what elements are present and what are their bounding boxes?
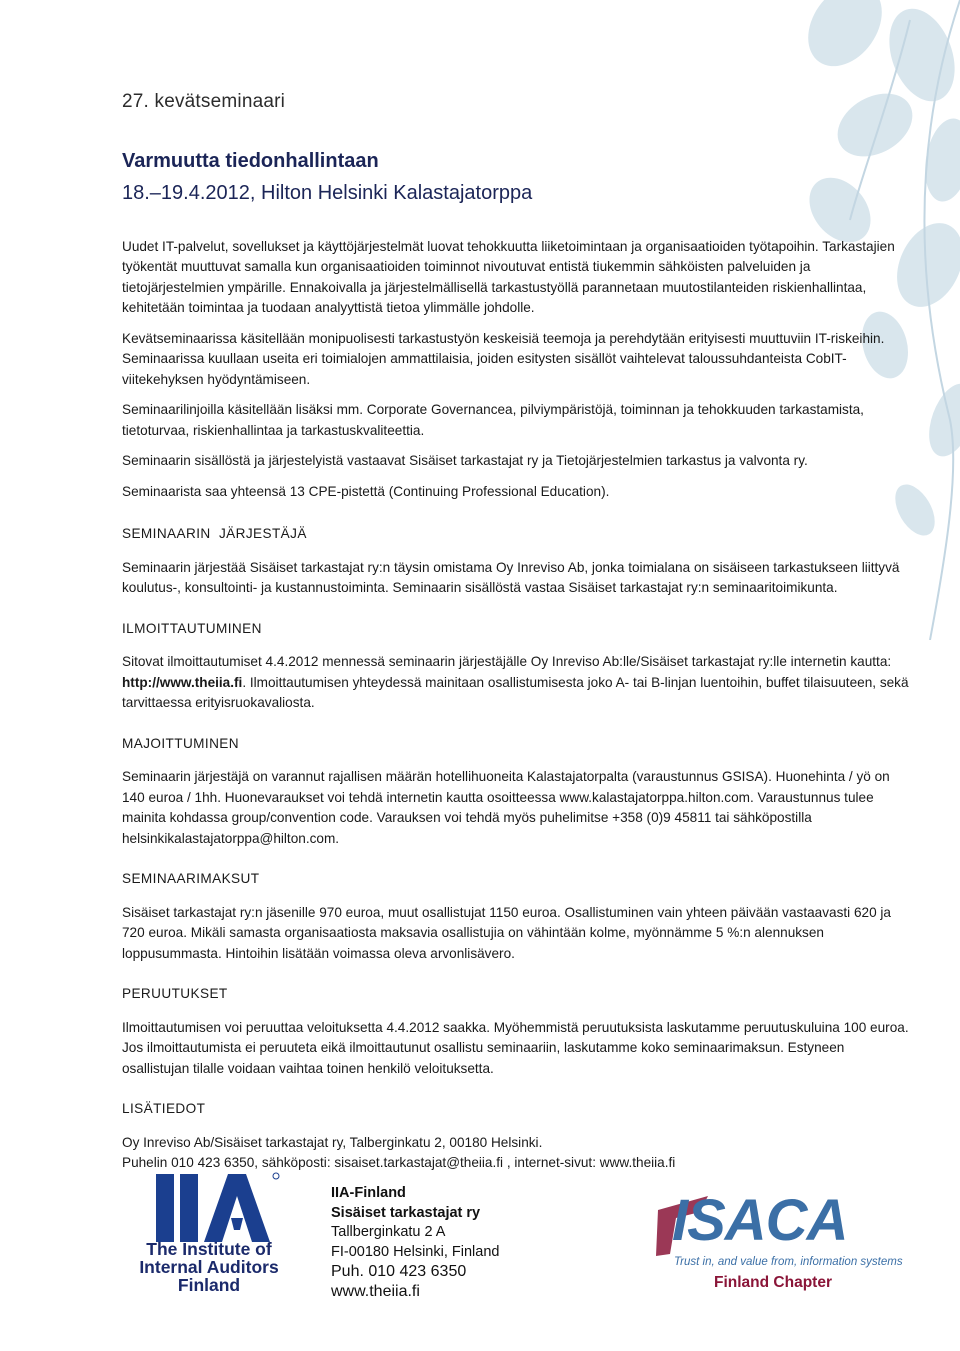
- isaca-tagline: Trust in, and value from, information systems: [674, 1256, 903, 1268]
- accommodation-text: Seminaarin järjestäjä on varannut rajallisen määrän hotellihuoneita Kalastajatorpalta (varaustunnus GSISA). Huonehinta / yö on 140 euroa / 1hh. Huonevaraukset voi tehdä internetin kautta osoitteessa www.kalastajatorppa.hilton.com. Varaustunnus tulee mainita kohdassa group/convention code. Varauksen voi tehdä myös puhelimitse +358 (0)9 45811 tai sähköpostilla helsinkikalastajatorppa@hilton.com.: [122, 769, 890, 846]
- intro-paragraph: Seminaarilinjoilla käsitellään lisäksi mm. Corporate Governancea, pilviympäristöjä, toiminnan ja tehokkuuden tarkastamista, tietoturvaa, riskienhallintaa ja tarkastuskvaliteettia.: [122, 402, 864, 438]
- info-line-contact: Puhelin 010 423 6350, sähköposti: sisaiset.tarkastajat@theiia.fi , internet-sivut: www.theiia.fi: [122, 1155, 676, 1170]
- address-org-1: IIA-Finland: [331, 1185, 406, 1201]
- iia-logo-line: The Institute of: [146, 1239, 272, 1259]
- address-org-2: Sisäiset tarkastajat ry: [331, 1204, 481, 1221]
- page-subtitle: 18.–19.4.2012, Hilton Helsinki Kalastajatorppa: [122, 181, 533, 204]
- address-city: FI-00180 Helsinki, Finland: [331, 1243, 500, 1260]
- section-heading-fees: SEMINAARIMAKSUT: [122, 871, 260, 886]
- address-web[interactable]: www.theiia.fi: [331, 1282, 420, 1300]
- seminar-number: 27. kevätseminaari: [122, 91, 286, 112]
- registration-text-before: Sitovat ilmoittautumiset 4.4.2012 mennessä seminaarin järjestäjälle Oy Inreviso Ab:lle/Sisäiset tarkastajat ry:lle internetin kautta:: [122, 654, 892, 669]
- isaca-chapter: Finland Chapter: [714, 1274, 832, 1291]
- intro-paragraph: Seminaarista saa yhteensä 13 CPE-pistettä (Continuing Professional Education).: [122, 483, 610, 499]
- iia-logo-line: Internal Auditors: [139, 1257, 279, 1277]
- intro-paragraph: Seminaarin sisällöstä ja järjestelyistä vastaavat Sisäiset tarkastajat ry ja Tietojärjestelmien tarkastus ja valvonta ry.: [122, 453, 808, 468]
- page-title: Varmuutta tiedonhallintaan: [122, 149, 379, 172]
- registration-link[interactable]: http://www.theiia.fi: [122, 674, 243, 690]
- intro-paragraph: Kevätseminaarissa käsitellään monipuolisesti tarkastustyön keskeisiä teemoja ja perehdytään erityisesti muuttuviin IT-riskeihin. Seminaarissa kuullaan useita eri toimialojen ammattilaisia, joiden esitysten sisällöt vaihtelevat taloussuhdanteista CobIT-viitekehyksen hyödyntämiseen.: [122, 330, 885, 387]
- fees-text: Sisäiset tarkastajat ry:n jäsenille 970 euroa, muut osallistujat 1150 euroa. Osallistuminen vain yhteen päivään vastaavasti 620 ja 720 euroa. Mikäli samasta organisaatiosta maksavia osallistujia on vähintään kolme, myönnämme 5 %:n alennuksen loppusummasta. Hintoihin lisätään voimassa oleva arvonlisävero.: [122, 904, 891, 961]
- organizer-text: Seminaarin järjestää Sisäiset tarkastajat ry:n täysin omistama Oy Inreviso Ab, jonka toimialana on sisäiseen tarkastukseen liittyvä koulutus-, konsultointi- ja kustannustoiminta. Seminaarin sisällöstä vastaa Sisäiset tarkastajat ry:n seminaaritoimikunta.: [122, 559, 900, 595]
- intro-paragraph: Uudet IT-palvelut, sovellukset ja käyttöjärjestelmät luovat tehokkuutta liiketoimintaan ja organisaatioiden työtapoihin. Tarkastajien työkentät muuttuvat samalla kun organisaatioiden toiminnot nivoutuvat entistä tiukemmin sähköisten palveluiden ja tietojärjestelmien ympärille. Ennakoivalla ja järjestelmällisellä tarkastustyöllä parannetaan muutostilanteiden riskienhallintaa, kehitetään toimintaa ja tuodaan analyyttistä tietoa ylimmälle johdolle.: [122, 238, 895, 315]
- registration-text: [122, 652, 912, 714]
- address-street: Tallberginkatu 2 A: [331, 1224, 446, 1240]
- footer-address: [331, 1184, 499, 1301]
- section-heading-registration: ILMOITTAUTUMINEN: [122, 620, 262, 636]
- iia-logo-line: Finland: [177, 1275, 241, 1295]
- section-heading-info: LISÄTIEDOT: [122, 1101, 206, 1116]
- cancellations-text: Ilmoittautumisen voi peruuttaa veloituksetta 4.4.2012 saakka. Myöhemmistä peruutuksista laskutamme peruutuskuluina 100 euroa. Jos ilmoittautumista ei peruuteta eikä ilmoittautunut osallistu seminaariin, laskutamme koko seminaarimaksun. Estyneen osallistujan tilalle voidaan vaihtaa toinen henkilö veloituksetta.: [122, 1019, 909, 1076]
- footer: [0, 1150, 960, 1351]
- registration-text-after: . Ilmoittautumisen yhteydessä mainitaan osallistumisesta joko A- tai B-linjan luentoihin, buffet tilaisuuteen, sekä tarvittaessa erityisruokavaliosta.: [122, 674, 909, 710]
- iia-logo-text: [128, 1240, 290, 1294]
- info-line-address: Oy Inreviso Ab/Sisäiset tarkastajat ry, Talberginkatu 2, 00180 Helsinki.: [122, 1134, 543, 1150]
- section-heading-cancellations: PERUUTUKSET: [122, 986, 228, 1001]
- isaca-logo: [650, 1188, 903, 1300]
- section-heading-accommodation: MAJOITTUMINEN: [122, 735, 239, 751]
- document-body: [122, 92, 912, 1174]
- isaca-wordmark: ISACA: [672, 1188, 848, 1253]
- address-phone: Puh. 010 423 6350: [331, 1263, 467, 1280]
- section-heading-organizer: SEMINAARIN JÄRJESTÄJÄ: [122, 526, 307, 541]
